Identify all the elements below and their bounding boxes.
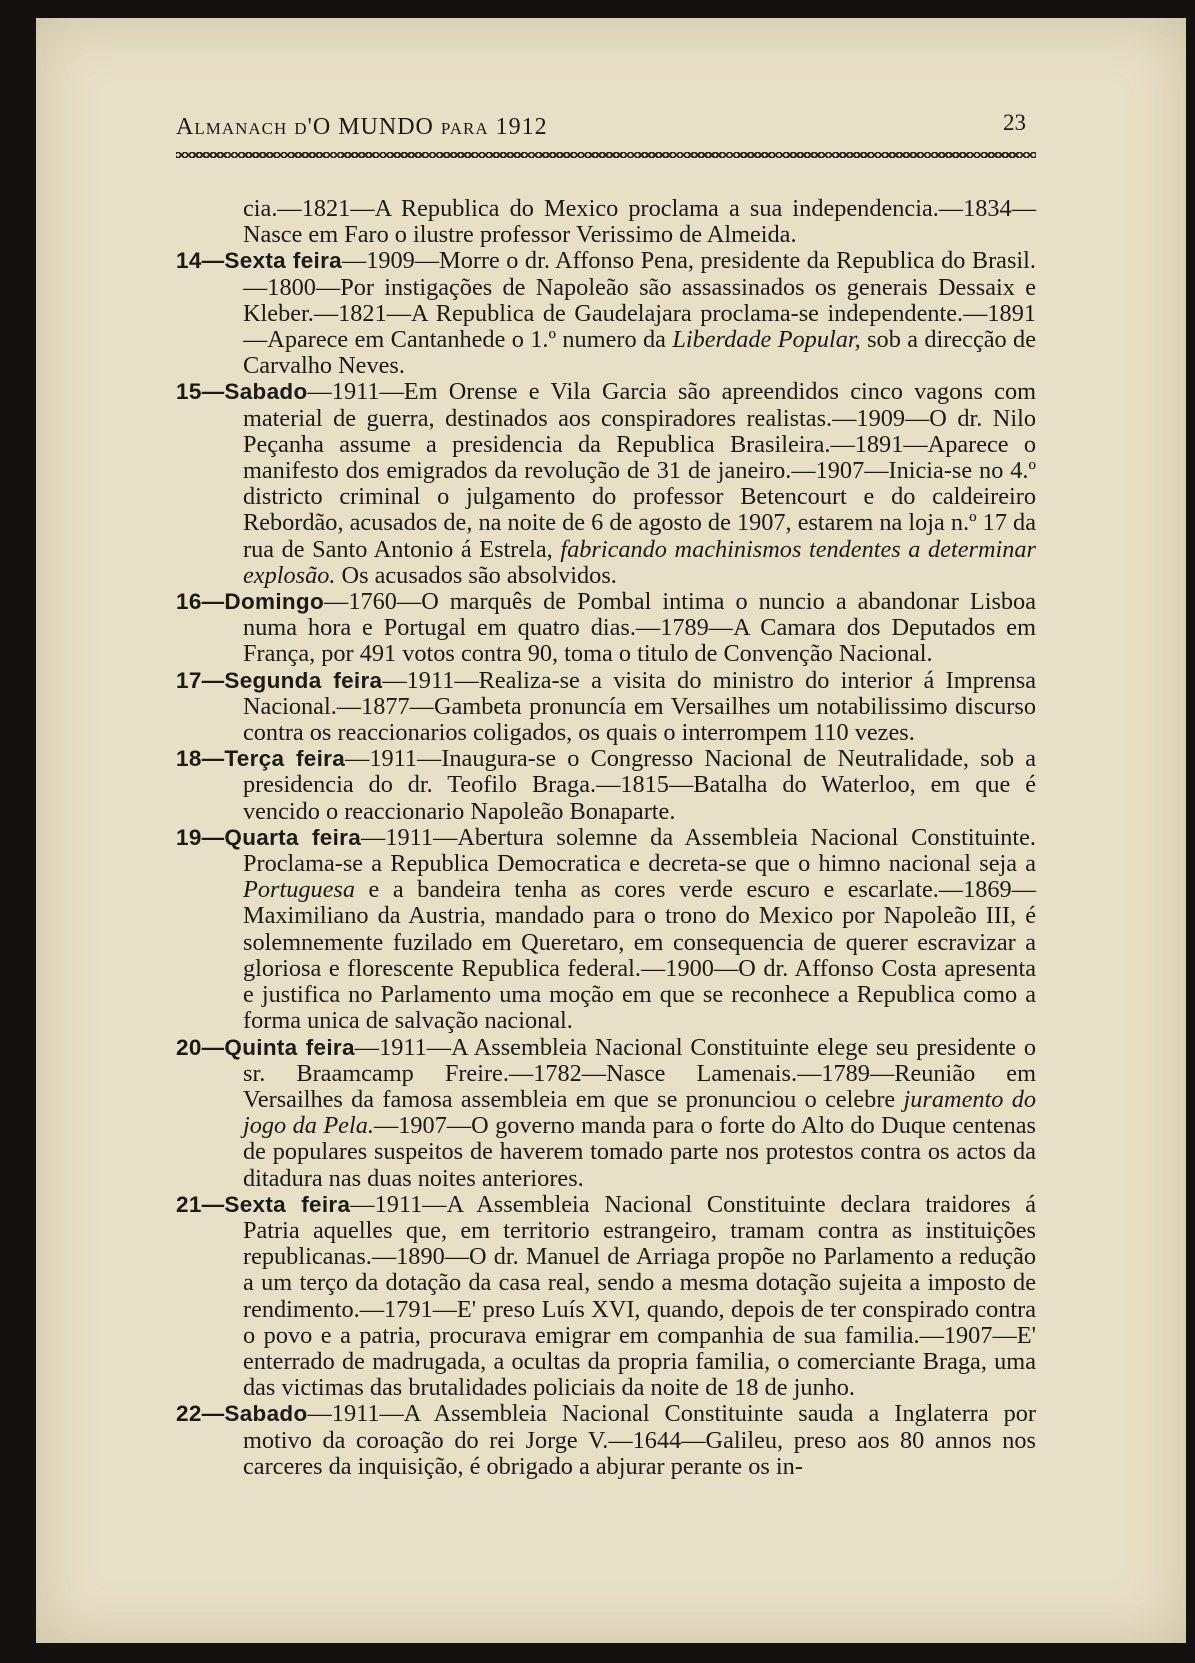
entry-text: —1911—A Assembleia Nacional Constituinte elege seu presidente o sr. Braamcamp Freire.—1782—Nasce Lamenais.—1789—Reunião em Versailhes da famosa assembleia em que se pronunciou o celebre: [243, 1033, 1036, 1113]
calendar-entry: [176, 1192, 1036, 1402]
italic-text: Portuguesa: [243, 876, 356, 904]
entry-text: —1760—O marquês de Pombal intima o nuncio a abandonar Lisboa numa hora e Portugal em quatro dias.—1789—A Camara dos Deputados em França, por 491 votos contra 90, toma o titulo de Convenção Nacional.: [243, 588, 1036, 668]
calendar-entry: [176, 379, 1036, 589]
italic-text: Liberdade Popular,: [672, 326, 861, 354]
calendar-entry: [176, 196, 1036, 248]
calendar-entry: [176, 248, 1036, 379]
ornamental-rule: [176, 152, 1036, 158]
day-heading: 22—Sabado: [176, 1401, 308, 1427]
day-heading: 21—Sexta feira: [176, 1191, 351, 1217]
italic-text: juramento do jogo da Pela.: [243, 1085, 1036, 1140]
calendar-entry: [176, 746, 1036, 825]
entry-text: —1911—A Assembleia Nacional Constituinte sauda a Inglaterra por motivo da coroação do rei Jorge V.—1644—Galileu, preso aos 80 annos nos carceres da inquisição, é obrigado a abjurar perante os in-: [243, 1400, 1036, 1480]
day-heading: 18—Terça feira: [176, 746, 346, 772]
calendar-entries: [176, 196, 1036, 1480]
calendar-entry: [176, 825, 1036, 1035]
calendar-entry: [176, 1401, 1036, 1480]
entry-text: —1907—O governo manda para o forte do Alto do Duque centenas de populares suspeitos de haverem tomado parte nos protestos contra os actos da ditadura nas duas noites anteriores.: [243, 1112, 1036, 1192]
day-heading: 19—Quarta feira: [176, 824, 362, 850]
entry-text: —1911—A Assembleia Nacional Constituinte declara traidores á Patria aquelles que, em territorio estrangeiro, tramam contra as instituições republicanas.—1890—O dr. Manuel de Arriaga propõe no Parlamento a redução a um terço da dotação da casa real, sendo a mesma dotação sujeita a imposto de rendimento.—1791—E' preso Luís XVI, quando, depois de ter conspirado contra o povo e a patria, procurava emigrar em companhia de sua familia.—1907—E' enterrado de madrugada, a ocultas da propria familia, o comerciante Braga, uma das victimas das brutalidades policiais da noite de 18 de junho.: [243, 1190, 1037, 1402]
almanac-page: [36, 18, 1186, 1643]
entry-text: —1909—Morre o dr. Affonso Pena, presidente da Republica do Brasil.—1800—Por instigações de Napoleão são assassinados os generais Dessaix e Kleber.—1821—A Republica de Gaudelajara proclama-se independente.—1891—Aparece em Cantanhede o 1.º numero da: [243, 247, 1036, 354]
entry-text: sob a direcção de Carvalho Neves.: [243, 326, 1036, 380]
day-heading: 20—Quinta feira: [176, 1034, 355, 1060]
entry-text: e a bandeira tenha as cores verde escuro e escarlate.—1869—Maximiliano da Austria, mandado para o trono do Mexico por Napoleão III, é solemnemente fuzilado em Queretaro, em consequencia de querer escravizar a gloriosa e florescente Republica federal.—1900—O dr. Affonso Costa apresenta e justifica no Parlamento uma moção em que se reconhece a Republica como a forma unica de salvação nacional.: [243, 876, 1036, 1035]
calendar-entry: [176, 668, 1036, 747]
entry-text: —1911—Realiza-se a visita do ministro do interior á Imprensa Nacional.—1877—Gambeta pronuncía em Versailhes um notabilissimo discurso contra os reaccionarios coligados, os quais o interrompem 110 vezes.: [243, 666, 1036, 747]
calendar-entry: [176, 1035, 1036, 1192]
day-heading: 16—Domingo: [176, 589, 325, 615]
entry-text: —1911—Abertura solemne da Assembleia Nacional Constituinte. Proclama-se a Republica Democratica e decreta-se que o himno nacional seja a: [243, 823, 1037, 878]
running-head-title: Almanach d'O MUNDO para 1912: [176, 114, 548, 140]
entry-text: —1911—Inaugura-se o Congresso Nacional de Neutralidade, sob a presidencia do dr. Teofilo Braga.—1815—Batalha do Waterloo, em que é vencido o reaccionario Napoleão Bonaparte.: [243, 745, 1036, 825]
italic-text: fabricando machinismos tendentes a determinar explosão.: [243, 535, 1036, 589]
calendar-entry: [176, 589, 1036, 668]
entry-text: cia.—1821—A Republica do Mexico proclama a sua independencia.—1834—Nasce em Faro o ilustre professor Verissimo de Almeida.: [243, 195, 1036, 249]
entry-text: —1911—Em Orense e Vila Garcia são apreendidos cinco vagons com material de guerra, destinados aos conspiradores realistas.—1909—O dr. Nilo Peçanha assume a presidencia da Republica Brasileira.—1891—Aparece o manifesto dos emigrados da revolução de 31 de janeiro.—1907—Inicia-se no 4.º districto criminal o julgamento do professor Betencourt e do caldeireiro Rebordão, acusados de, na noite de 6 de agosto de 1907, estarem na loja n.º 17 da rua de Santo Antonio á Estrela,: [243, 378, 1036, 563]
entry-text: Os acusados são absolvidos.: [335, 561, 617, 589]
running-head: [176, 108, 1036, 148]
day-heading: 14—Sexta feira: [176, 248, 342, 274]
day-heading: 15—Sabado: [176, 379, 308, 405]
day-heading: 17—Segunda feira: [176, 667, 383, 693]
page-number: 23: [1003, 110, 1026, 135]
